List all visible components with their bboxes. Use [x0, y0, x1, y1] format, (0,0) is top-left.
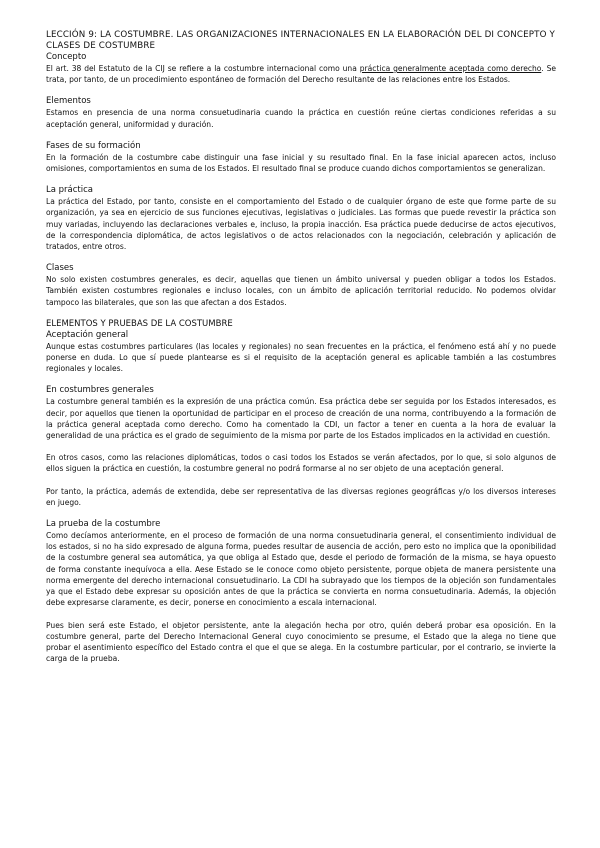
paragraph-costumbres-generales-2: En otros casos, como las relaciones diplomáticas, todos o casi todos los Estados se verán afectados, por lo que, si solo algunos de ellos siguen la práctica en cuestión, la costumbre general no podrá formarse al no ser objeto de una aceptación general.	[46, 453, 556, 474]
heading-elementos: Elementos	[46, 96, 91, 107]
heading-costumbres-generales: En costumbres generales	[46, 385, 154, 396]
paragraph-prueba-2: Pues bien será este Estado, el objetor persistente, ante la alegación hecha por otro, quién deberá probar esa oposición. En la costumbre general, parte del Derecho Internacional General cuyo conocimiento se presume, el Estado que la alega no tiene que probar el asentimiento específico del Estado contra el que el que se alega. En la costumbre particular, por el contrario, se invierte la carga de la prueba.	[46, 620, 556, 664]
paragraph-aceptacion-general: Aunque estas costumbres particulares (las locales y regionales) no sean frecuentes en la práctica, el fenómeno está ahí y no puede ponerse en duda. Lo que sí puede plantearse es si el requisito de la aceptación general es aplicable también a las costumbres regionales y locales.	[46, 341, 556, 374]
text-segment: El art. 38 del Estatuto de la CIJ se refiere a la costumbre internacional como una	[46, 64, 360, 73]
heading-prueba: La prueba de la costumbre	[46, 519, 161, 530]
document-title: LECCIÓN 9: LA COSTUMBRE. LAS ORGANIZACIONES INTERNACIONALES EN LA ELABORACIÓN DEL DI CONCEPTO Y CLASES DE COSTUMBRE	[46, 30, 555, 51]
paragraph-concepto	[46, 63, 556, 85]
heading-clases: Clases	[46, 263, 74, 274]
heading-concepto: Concepto	[46, 52, 87, 62]
heading-fases: Fases de su formación	[46, 140, 141, 151]
paragraph-costumbres-generales-1: La costumbre general también es la expresión de una práctica común. Esa práctica debe ser seguida por los Estados interesados, es decir, por aquellos que tienen la oportunidad de participar en el proceso de creación de una norma, contribuyendo a la formación de la práctica general aceptada como derecho. Como ha comentado la CDI, un factor a tener en cuenta a la hora de evaluar la generalidad de una práctica es el grado de seguimiento de la misma por parte de los Estados implicados en la actividad en cuestión.	[46, 397, 556, 441]
paragraph-prueba-1: Como decíamos anteriormente, en el proceso de formación de una norma consuetudinaria general, el consentimiento individual de los estados, si no ha sido expresado de alguna forma, puedes resultar de ausencia de acción, pero esto no implica que la oponibilidad de la costumbre general sea automática, ya que obliga al Estado que, desde el periodo de formación de la misma, se haya opuesto de forma constante inequívoca a ella. Aese Estado se le conoce como objeto persistente, porque objeta de manera persistente una norma emergente del derecho internacional consuetudinario. La CDI ha subrayado que los tiempos de la objeción son fundamentales ya que el Estado debe expresar su oposición antes de que la práctica se convierta en norma consuetudinaria. Además, la objeción debe expresarse claramente, es decir, ponerse en conocimiento a escala internacional.	[46, 531, 556, 608]
subheading-aceptacion-general: Aceptación general	[46, 329, 129, 340]
paragraph-clases: No solo existen costumbres generales, es decir, aquellas que tienen un ámbito universal y pueden obligar a todos los Estados. También existen costumbres regionales e incluso locales, con un ámbito de aplicación territorial reducido. No podemos olvidar tampoco las bilaterales, que son las que afectan a dos Estados.	[46, 275, 556, 307]
heading-elementos-pruebas: ELEMENTOS Y PRUEBAS DE LA COSTUMBRE	[46, 318, 233, 329]
paragraph-fases: En la formación de la costumbre cabe distinguir una fase inicial y su resultado final. En la fase inicial aparecen actos, incluso omisiones, comportamientos en suma de los Estados. El resultado final se produce cuando dichos comportamientos se generalizan.	[46, 152, 556, 174]
paragraph-costumbres-generales-3: Por tanto, la práctica, además de extendida, debe ser representativa de las diversas regiones geográficas y/o los diversos intereses en juego.	[46, 486, 556, 507]
paragraph-elementos: Estamos en presencia de una norma consuetudinaria cuando la práctica en cuestión reúne ciertas condiciones referidas a su aceptación general, uniformidad y duración.	[46, 108, 556, 129]
paragraph-practica: La práctica del Estado, por tanto, consiste en el comportamiento del Estado o de cualquier órgano de este que forme parte de su organización, ya sea en ejercicio de sus funciones ejecutivas, legislativas o judiciales. Las formas que puede revestir la práctica son muy variadas, incluyendo las declaraciones verbales e, incluso, la propia inacción. Esa práctica puede deducirse de actos ejecutivos, de la correspondencia diplomática, de actos legislativos o de actos relacionados con la negociación, celebración y aplicación de tratados, entre otros.	[46, 197, 556, 252]
document-page	[46, 30, 556, 664]
heading-practica: La práctica	[46, 185, 93, 196]
text-segment: . Se trata, por tanto, de un procedimiento espontáneo de formación del Derecho resultante de las relaciones entre los Estados.	[46, 64, 556, 85]
underlined-phrase: práctica generalmente aceptada como derecho	[359, 64, 542, 73]
